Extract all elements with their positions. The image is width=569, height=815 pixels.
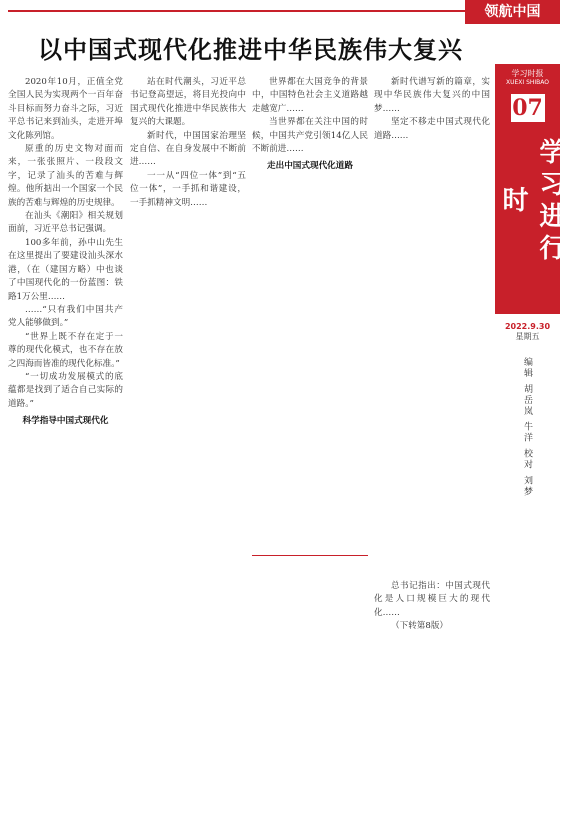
paragraph: 坚定不移走中国式现代化道路…… (374, 117, 490, 141)
editor-credits: 编辑 胡岳岚 牛洋 校对 刘梦 (522, 356, 532, 498)
paper-sub: XUEXI SHIBAO (505, 79, 549, 86)
paragraph: 站在时代潮头，习近平总书记登高望远，将目光投向中国式现代化推进中华民族伟大复兴的大课题。 (130, 77, 246, 128)
paragraph: 在汕头《潮阳》相关规划面前，习近平总书记强调。 (8, 211, 123, 235)
vertical-title: 学习进行时 (498, 138, 565, 266)
paragraph: 原重的历史文物对面而来，一张张照片、一段段文字，记录了汕头的苦难与辉煌。他所掂出一个国家一个民族的苦难与辉煌的历史规律。 (8, 144, 123, 208)
paragraph: 新时代，中国国家治理坚定自信、在自身发展中不断前进…… (130, 130, 246, 168)
section-tag: 领航中国 (465, 0, 560, 24)
paragraph: 当世界都在关注中国的时候，中国共产党引领14亿人民不断前进…… (252, 117, 368, 155)
issue-date: 2022.9.30 (504, 322, 551, 331)
article-column-4 (374, 76, 490, 566)
paragraph: 世界都在大国竞争的背景中，中国特色社会主义道路越走越宽广…… (252, 77, 368, 114)
article-column-5 (374, 580, 490, 810)
paragraph: 新时代谱写新的篇章，实现中华民族伟大复兴的中国梦…… (374, 77, 490, 114)
article-column-1 (8, 76, 123, 811)
subhead-1: 科学指导中国式现代化 (22, 416, 109, 427)
page-headline: 以中国式现代化推进中华民族伟大复兴 (38, 35, 463, 64)
issue-weekday: 星期五 (515, 332, 540, 341)
paper-name: 学习时报 (511, 69, 544, 78)
top-red-line (8, 10, 500, 12)
top-rule (0, 0, 560, 24)
right-sidebar (495, 64, 565, 815)
continuation-note: （下转第8版） (391, 621, 449, 632)
paragraph: “一切成功发展模式的底蕴都是找到了适合自己实际的道路。” (8, 371, 123, 409)
subhead-2: 走出中国式现代化道路 (267, 161, 353, 172)
paragraph: 100多年前，孙中山先生在这里提出了要建设汕头深水港，（在（建国方略）中也谈了中国现代化的一份蓝图：铁路1万公里…… (8, 237, 123, 302)
article-column-3 (252, 76, 368, 811)
section-divider (252, 555, 368, 556)
issue-info (495, 322, 560, 502)
paragraph: “世界上既不存在定于一尊的现代化模式，也不存在放之四海而皆准的现代化标准。” (8, 331, 123, 369)
paragraph: 总书记指出：中国式现代化是人口规模巨大的现代化…… (374, 581, 490, 618)
page-number: 07 (512, 95, 543, 121)
masthead (495, 64, 565, 314)
paragraph: 2020年10月，正值全党全国人民为实现两个一百年奋斗目标而努力奋斗之际，习近平总书记来到汕头，走进开埠文化陈列馆。 (8, 77, 123, 141)
paragraph: 一一从“四位一体”到“五位一体”，一手抓和谐建设，一手抓精神文明…… (130, 170, 246, 208)
article-column-2 (130, 76, 246, 811)
paragraph: ……“只有我们中国共产党人能够做到。” (8, 304, 123, 329)
